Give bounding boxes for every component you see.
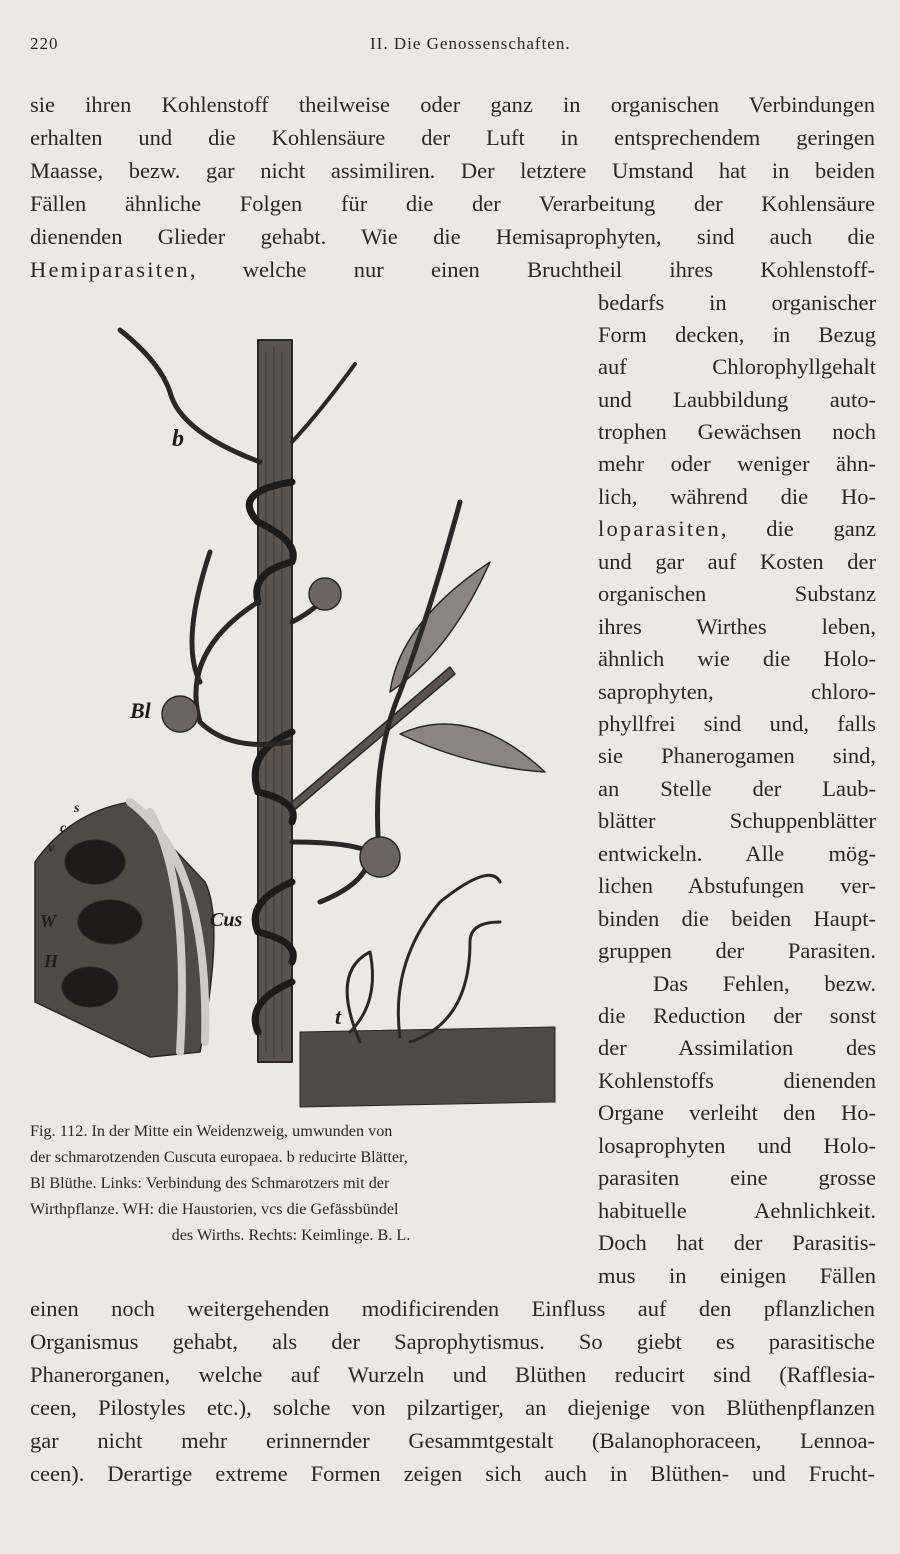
text-line: entwickeln. Alle mög- (598, 841, 876, 866)
text-line: und Laubbildung auto- (598, 387, 876, 412)
label-h: H (44, 951, 59, 971)
twig-right (292, 364, 355, 442)
twig-b (120, 330, 260, 462)
caption-line: Fig. 112. In der Mitte ein Weidenzweig, umwunden von (30, 1122, 393, 1140)
text-line: Organismus gehabt, als der Saprophytismus. So giebt es parasitische (30, 1329, 875, 1354)
text-line: habituelle Aehnlichkeit. (598, 1198, 876, 1223)
flower-cluster (162, 696, 198, 732)
text-line: und gar auf Kosten der (598, 549, 876, 574)
haustorium (62, 967, 118, 1007)
text-line: phyllfrei sind und, falls (598, 711, 876, 736)
flower-cluster (360, 837, 400, 877)
running-header (30, 34, 870, 58)
label-s: s (74, 801, 80, 816)
text-line: trophen Gewächsen noch (598, 419, 876, 444)
text-line: ihres Wirthes leben, (598, 614, 876, 639)
text-line: ähnlich wie die Holo- (598, 646, 876, 671)
label-t: t (335, 1004, 342, 1029)
label-w: W (40, 911, 57, 931)
haustorium (65, 840, 125, 884)
text-run: , die ganz (720, 516, 876, 541)
text-line: einen noch weitergehenden modificirenden Einfluss auf den pflanzlichen (30, 1296, 875, 1321)
running-title: II. Die Genossenschaften. (370, 34, 571, 53)
text-line: saprophyten, chloro- (598, 679, 876, 704)
text-line: mehr oder weniger ähn- (598, 451, 876, 476)
text-line: Maasse, bezw. gar nicht assimiliren. Der letztere Umstand hat in beiden (30, 158, 875, 183)
caption-line: des Wirths. Rechts: Keimlinge. B. L. (171, 1226, 411, 1244)
spaced-term: Hemiparasiten (30, 257, 190, 282)
text-line: sie ihren Kohlenstoff theilweise oder ganz in organischen Verbindungen (30, 92, 875, 117)
text-line: sie Phanerogamen sind, (598, 743, 876, 768)
text-line: Phanerorganen, welche auf Wurzeln und Blüthen reducirt sind (Rafflesia- (30, 1362, 875, 1387)
label-cus: Cus (210, 909, 243, 931)
text-line: organischen Substanz (598, 581, 876, 606)
caption-line: Bl Blüthe. Links: Verbindung des Schmarotzers mit der (30, 1174, 390, 1192)
text-line: bedarfs in organischer (598, 290, 876, 315)
cuscuta-illustration (30, 322, 565, 1112)
leaf-lower (400, 724, 545, 772)
text-line: parasiten eine grosse (598, 1165, 876, 1190)
text-line: ceen, Pilostyles etc.), solche von pilzartiger, an diejenige von Blüthenpflanzen (30, 1395, 875, 1420)
text-run: , welche nur einen Bruchtheil ihres Kohlenstoff- (189, 257, 875, 282)
soil (300, 1027, 555, 1107)
text-line: lichen Abstufungen ver- (598, 873, 876, 898)
text-line (598, 512, 876, 545)
text-line: losaprophyten und Holo- (598, 1133, 876, 1158)
label-bl: Bl (130, 698, 151, 723)
text-line: binden die beiden Haupt- (598, 906, 876, 931)
haustorium (78, 900, 142, 944)
text-line: Das Fehlen, bezw. (653, 971, 876, 996)
text-line: an Stelle der Laub- (598, 776, 876, 801)
seedlings (347, 875, 500, 1042)
text-line: erhalten und die Kohlensäure der Luft in entsprechendem geringen (30, 125, 875, 150)
page-number: 220 (30, 34, 59, 53)
text-line: auf Chlorophyllgehalt (598, 354, 876, 379)
text-line: lich, während die Ho- (598, 484, 876, 509)
caption-line: Wirthpflanze. WH: die Haustorien, vcs die Gefässbündel (30, 1200, 399, 1218)
willow-stem (258, 340, 292, 1062)
text-line: der Assimilation des (598, 1035, 876, 1060)
text-line: die Reduction der sonst (598, 1003, 876, 1028)
flower-cluster (309, 578, 341, 610)
text-line: mus in einigen Fällen (598, 1263, 876, 1288)
text-line: Fällen ähnliche Folgen für die der Verarbeitung der Kohlensäure (30, 191, 875, 216)
text-line: Doch hat der Parasitis- (598, 1230, 876, 1255)
text-line: blätter Schuppenblätter (598, 808, 876, 833)
figure-caption (30, 1118, 552, 1248)
spaced-term: loparasiten (598, 516, 721, 541)
label-b: b (172, 426, 184, 452)
text-line (30, 253, 875, 286)
label-c: c (60, 821, 67, 836)
text-line: gruppen der Parasiten. (598, 938, 876, 963)
text-line: Form decken, in Bezug (598, 322, 876, 347)
text-line: ceen). Derartige extreme Formen zeigen sich auch in Blüthen- und Frucht- (30, 1461, 875, 1486)
text-line: Organe verleiht den Ho- (598, 1100, 876, 1125)
text-line: Kohlenstoffs dienenden (598, 1068, 876, 1093)
text-line: dienenden Glieder gehabt. Wie die Hemisaprophyten, sind auch die (30, 224, 875, 249)
text-line: gar nicht mehr erinnernder Gesammtgestalt (Balanophoraceen, Lennoa- (30, 1428, 875, 1453)
caption-line: der schmarotzenden Cuscuta europaea. b reducirte Blätter, (30, 1148, 408, 1166)
label-v: v (48, 841, 55, 856)
